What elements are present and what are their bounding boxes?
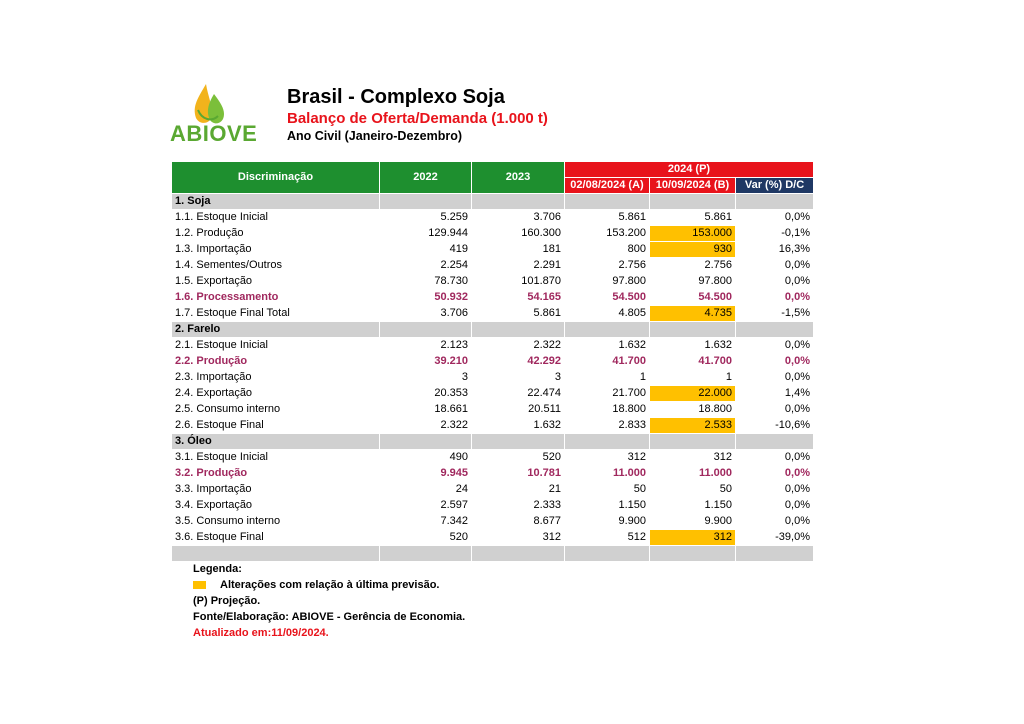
cell-var: 0,0% — [736, 402, 814, 418]
cell-b: 97.800 — [650, 274, 736, 290]
table-row — [172, 258, 814, 274]
cell-a: 41.700 — [565, 354, 650, 370]
row-label: 2.5. Consumo interno — [172, 402, 380, 418]
cell-v2023: 54.165 — [472, 290, 565, 306]
footer-cell — [172, 546, 380, 562]
section-title: 2. Farelo — [172, 322, 380, 338]
section-cell — [650, 194, 736, 210]
row-label: 1.2. Produção — [172, 226, 380, 242]
cell-v2022: 5.259 — [380, 210, 472, 226]
cell-v2023: 160.300 — [472, 226, 565, 242]
section-cell — [565, 322, 650, 338]
cell-v2023: 3 — [472, 370, 565, 386]
footer-cell — [650, 546, 736, 562]
section-cell — [565, 434, 650, 450]
cell-a: 50 — [565, 482, 650, 498]
cell-v2022: 18.661 — [380, 402, 472, 418]
section-cell — [472, 322, 565, 338]
header-col-a: 02/08/2024 (A) — [565, 178, 650, 194]
cell-var: 0,0% — [736, 466, 814, 482]
balance-table — [171, 161, 814, 562]
table-footer-row — [172, 546, 814, 562]
cell-v2023: 2.333 — [472, 498, 565, 514]
cell-v2022: 9.945 — [380, 466, 472, 482]
row-label: 3.3. Importação — [172, 482, 380, 498]
table-row — [172, 290, 814, 306]
section-cell — [736, 322, 814, 338]
cell-b: 930 — [650, 242, 736, 258]
cell-b: 50 — [650, 482, 736, 498]
table-row — [172, 242, 814, 258]
table-row — [172, 450, 814, 466]
cell-a: 54.500 — [565, 290, 650, 306]
table-row — [172, 418, 814, 434]
section-row — [172, 322, 814, 338]
section-cell — [650, 322, 736, 338]
cell-b: 2.756 — [650, 258, 736, 274]
legend-title: Legenda: — [193, 563, 242, 575]
cell-b: 1 — [650, 370, 736, 386]
footer-cell — [380, 546, 472, 562]
cell-a: 4.805 — [565, 306, 650, 322]
header-2022: 2022 — [380, 162, 472, 194]
cell-var: -39,0% — [736, 530, 814, 546]
cell-v2023: 8.677 — [472, 514, 565, 530]
cell-v2023: 2.291 — [472, 258, 565, 274]
cell-a: 2.756 — [565, 258, 650, 274]
cell-v2023: 520 — [472, 450, 565, 466]
cell-a: 5.861 — [565, 210, 650, 226]
section-cell — [650, 434, 736, 450]
row-label: 1.1. Estoque Inicial — [172, 210, 380, 226]
row-label: 2.2. Produção — [172, 354, 380, 370]
section-cell — [472, 194, 565, 210]
legend-updated: Atualizado em:11/09/2024. — [193, 627, 329, 639]
legend-projection: (P) Projeção. — [193, 595, 261, 607]
cell-var: 0,0% — [736, 338, 814, 354]
cell-v2023: 1.632 — [472, 418, 565, 434]
cell-a: 97.800 — [565, 274, 650, 290]
row-label: 2.1. Estoque Inicial — [172, 338, 380, 354]
header-2024-projection: 2024 (P) — [565, 162, 814, 178]
table-row — [172, 338, 814, 354]
cell-v2023: 2.322 — [472, 338, 565, 354]
section-cell — [565, 194, 650, 210]
cell-a: 312 — [565, 450, 650, 466]
row-label: 1.3. Importação — [172, 242, 380, 258]
section-cell — [380, 194, 472, 210]
legend — [193, 561, 465, 641]
cell-v2022: 490 — [380, 450, 472, 466]
cell-v2022: 2.322 — [380, 418, 472, 434]
cell-b: 4.735 — [650, 306, 736, 322]
table-row — [172, 386, 814, 402]
row-label: 1.6. Processamento — [172, 290, 380, 306]
table-row — [172, 354, 814, 370]
cell-var: -10,6% — [736, 418, 814, 434]
cell-v2022: 7.342 — [380, 514, 472, 530]
cell-a: 2.833 — [565, 418, 650, 434]
row-label: 1.4. Sementes/Outros — [172, 258, 380, 274]
cell-b: 153.000 — [650, 226, 736, 242]
cell-v2023: 5.861 — [472, 306, 565, 322]
section-cell — [736, 434, 814, 450]
row-label: 2.3. Importação — [172, 370, 380, 386]
row-label: 3.2. Produção — [172, 466, 380, 482]
cell-var: 1,4% — [736, 386, 814, 402]
cell-v2023: 42.292 — [472, 354, 565, 370]
cell-b: 1.150 — [650, 498, 736, 514]
legend-change-item — [193, 577, 465, 593]
cell-b: 312 — [650, 530, 736, 546]
section-row — [172, 434, 814, 450]
table-row — [172, 210, 814, 226]
cell-var: 0,0% — [736, 498, 814, 514]
footer-cell — [736, 546, 814, 562]
footer-cell — [472, 546, 565, 562]
cell-b: 2.533 — [650, 418, 736, 434]
cell-var: -0,1% — [736, 226, 814, 242]
header-discriminacao: Discriminação — [172, 162, 380, 194]
cell-a: 1.150 — [565, 498, 650, 514]
row-label: 3.6. Estoque Final — [172, 530, 380, 546]
table-row — [172, 514, 814, 530]
row-label: 3.4. Exportação — [172, 498, 380, 514]
cell-v2023: 101.870 — [472, 274, 565, 290]
cell-var: 0,0% — [736, 354, 814, 370]
table-body — [172, 194, 814, 562]
table-row — [172, 370, 814, 386]
row-label: 2.6. Estoque Final — [172, 418, 380, 434]
legend-source: Fonte/Elaboração: ABIOVE - Gerência de Economia. — [193, 611, 466, 623]
table-row — [172, 226, 814, 242]
row-label: 2.4. Exportação — [172, 386, 380, 402]
cell-b: 11.000 — [650, 466, 736, 482]
page-title: Brasil - Complexo Soja — [287, 86, 505, 108]
cell-v2023: 181 — [472, 242, 565, 258]
cell-var: 0,0% — [736, 290, 814, 306]
section-cell — [380, 322, 472, 338]
row-label: 1.5. Exportação — [172, 274, 380, 290]
legend-change-text: Alterações com relação à última previsão. — [220, 579, 440, 591]
cell-v2023: 22.474 — [472, 386, 565, 402]
table-row — [172, 274, 814, 290]
cell-v2022: 20.353 — [380, 386, 472, 402]
period-label: Ano Civil (Janeiro-Dezembro) — [287, 129, 463, 143]
cell-b: 1.632 — [650, 338, 736, 354]
cell-v2022: 2.254 — [380, 258, 472, 274]
cell-a: 153.200 — [565, 226, 650, 242]
brand-name: ABIOVE — [170, 121, 258, 146]
table-row — [172, 402, 814, 418]
cell-v2023: 20.511 — [472, 402, 565, 418]
cell-a: 9.900 — [565, 514, 650, 530]
cell-a: 800 — [565, 242, 650, 258]
cell-var: 0,0% — [736, 450, 814, 466]
cell-v2023: 10.781 — [472, 466, 565, 482]
cell-v2023: 3.706 — [472, 210, 565, 226]
footer-cell — [565, 546, 650, 562]
row-label: 3.5. Consumo interno — [172, 514, 380, 530]
section-title: 1. Soja — [172, 194, 380, 210]
header-variation: Var (%) D/C — [736, 178, 814, 194]
cell-var: 0,0% — [736, 258, 814, 274]
cell-b: 18.800 — [650, 402, 736, 418]
cell-var: 0,0% — [736, 370, 814, 386]
cell-v2022: 2.123 — [380, 338, 472, 354]
cell-v2022: 419 — [380, 242, 472, 258]
cell-b: 22.000 — [650, 386, 736, 402]
table-row — [172, 482, 814, 498]
cell-var: 0,0% — [736, 514, 814, 530]
cell-a: 11.000 — [565, 466, 650, 482]
cell-b: 5.861 — [650, 210, 736, 226]
change-swatch-icon — [193, 581, 206, 589]
table-row — [172, 466, 814, 482]
cell-var: 16,3% — [736, 242, 814, 258]
section-row — [172, 194, 814, 210]
row-label: 3.1. Estoque Inicial — [172, 450, 380, 466]
section-cell — [380, 434, 472, 450]
cell-a: 512 — [565, 530, 650, 546]
section-cell — [736, 194, 814, 210]
cell-var: -1,5% — [736, 306, 814, 322]
cell-b: 54.500 — [650, 290, 736, 306]
cell-v2022: 39.210 — [380, 354, 472, 370]
cell-v2023: 21 — [472, 482, 565, 498]
table-row — [172, 306, 814, 322]
cell-v2022: 129.944 — [380, 226, 472, 242]
cell-v2022: 520 — [380, 530, 472, 546]
cell-v2022: 3 — [380, 370, 472, 386]
cell-v2022: 78.730 — [380, 274, 472, 290]
table-row — [172, 498, 814, 514]
cell-v2023: 312 — [472, 530, 565, 546]
cell-a: 1.632 — [565, 338, 650, 354]
cell-a: 1 — [565, 370, 650, 386]
cell-v2022: 2.597 — [380, 498, 472, 514]
cell-var: 0,0% — [736, 482, 814, 498]
header-2023: 2023 — [472, 162, 565, 194]
cell-var: 0,0% — [736, 210, 814, 226]
cell-a: 21.700 — [565, 386, 650, 402]
header-col-b: 10/09/2024 (B) — [650, 178, 736, 194]
table-row — [172, 530, 814, 546]
cell-v2022: 24 — [380, 482, 472, 498]
cell-b: 312 — [650, 450, 736, 466]
section-cell — [472, 434, 565, 450]
page-subtitle: Balanço de Oferta/Demanda (1.000 t) — [287, 110, 548, 127]
cell-b: 9.900 — [650, 514, 736, 530]
cell-v2022: 50.932 — [380, 290, 472, 306]
cell-v2022: 3.706 — [380, 306, 472, 322]
cell-var: 0,0% — [736, 274, 814, 290]
row-label: 1.7. Estoque Final Total — [172, 306, 380, 322]
cell-a: 18.800 — [565, 402, 650, 418]
section-title: 3. Óleo — [172, 434, 380, 450]
cell-b: 41.700 — [650, 354, 736, 370]
